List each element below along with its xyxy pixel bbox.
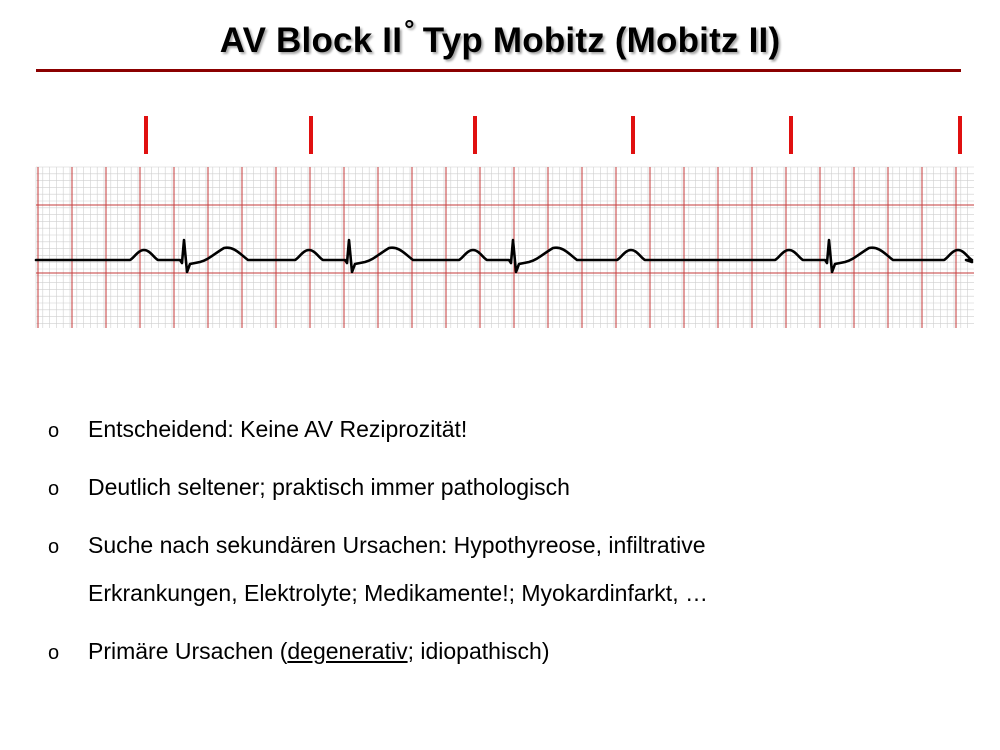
p-wave-marker bbox=[144, 116, 148, 154]
bullet-text-line1: Suche nach sekundären Ursachen: Hypothyreose, infiltrative bbox=[88, 532, 706, 558]
bullet-marker: o bbox=[48, 536, 60, 558]
bullet-item bbox=[48, 521, 968, 617]
slide-title bbox=[0, 14, 1000, 61]
bullet-item bbox=[48, 463, 968, 511]
bullet-marker: o bbox=[48, 478, 60, 500]
bullet-item bbox=[48, 405, 968, 453]
ecg-strip bbox=[0, 100, 1000, 335]
p-wave-markers bbox=[144, 116, 962, 154]
degree-sign: ° bbox=[404, 14, 415, 44]
bullet-text-after: ; idiopathisch) bbox=[407, 638, 550, 664]
bullet-text: Deutlich seltener; praktisch immer pathologisch bbox=[88, 474, 570, 500]
bullet-text-line2: Erkrankungen, Elektrolyte; Medikamente!; Myokardinfarkt, … bbox=[88, 580, 708, 606]
title-underline bbox=[36, 69, 961, 72]
bullet-marker: o bbox=[48, 642, 60, 664]
bullet-text-before: Primäre Ursachen ( bbox=[88, 638, 288, 664]
bullet-item bbox=[48, 627, 968, 675]
bullet-marker: o bbox=[48, 420, 60, 442]
bullet-list bbox=[48, 405, 968, 675]
p-wave-marker bbox=[309, 116, 313, 154]
p-wave-marker bbox=[473, 116, 477, 154]
p-wave-marker bbox=[789, 116, 793, 154]
bullet-text: Entscheidend: Keine AV Reziprozität! bbox=[88, 416, 468, 442]
title-rest: Typ Mobitz (Mobitz II) bbox=[422, 21, 781, 60]
ecg-grid bbox=[36, 167, 974, 328]
underlined-term: degenerativ bbox=[287, 638, 408, 664]
title-main: AV Block II bbox=[219, 21, 403, 60]
p-wave-marker bbox=[631, 116, 635, 154]
p-wave-marker bbox=[958, 116, 962, 154]
